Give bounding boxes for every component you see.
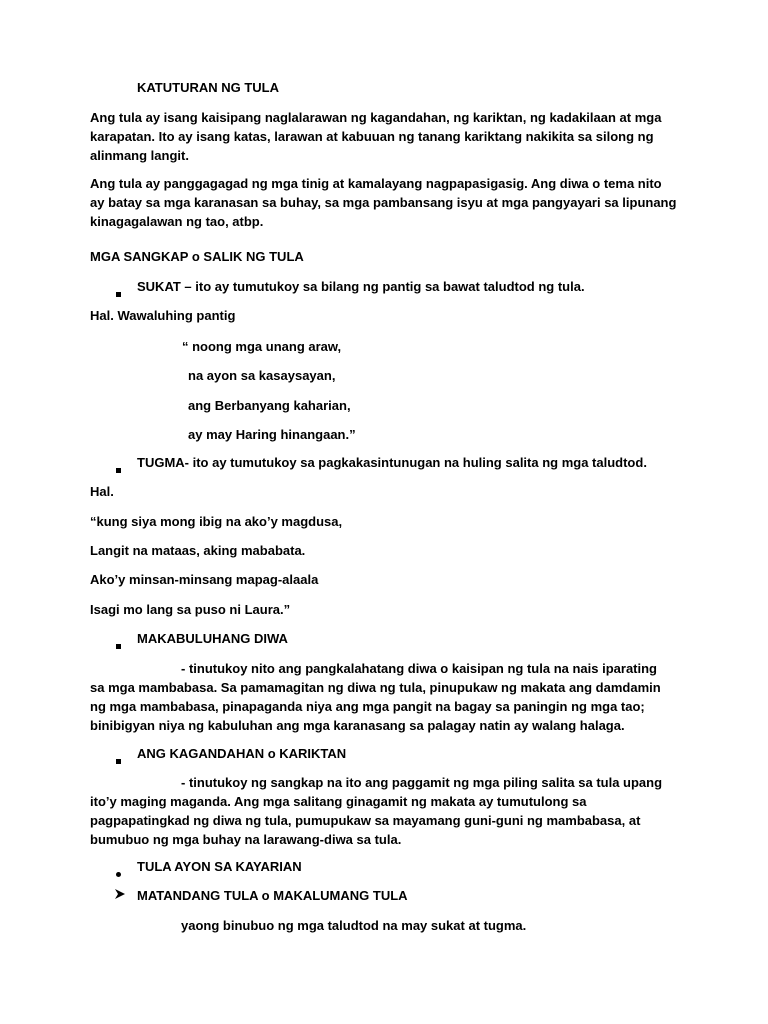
section-heading: MGA SANGKAP o SALIK NG TULA — [90, 249, 304, 264]
square-bullet-icon — [116, 635, 121, 654]
tugma-item: TUGMA- ito ay tumutukoy sa pagkakasintunugan na huling salita ng mga taludtod. — [137, 455, 647, 470]
diwa-text-line-2: sa mga mambabasa. Sa pamamagitan ng diwa ng tula, pinupukaw ng makata ang damdamin — [90, 680, 661, 695]
paragraph-2-line-2: ay batay sa mga karanasan sa buhay, sa mga pambansang isyu at mga pangyayari sa lipunang — [90, 195, 677, 210]
sukat-verse-2: na ayon sa kasaysayan, — [188, 368, 336, 383]
square-bullet-icon — [116, 459, 121, 478]
kagandahan-text-line-3: pagpapatingkad ng diwa ng tula, pumupukaw sa mayamang guni-guni ng mambabasa, at — [90, 813, 641, 828]
sukat-verse-1: “ noong mga unang araw, — [182, 339, 342, 354]
square-bullet-icon — [116, 283, 121, 302]
paragraph-1-line-1: Ang tula ay isang kaisipang naglalarawan ng kagandahan, ng kariktan, ng kadakilaan at mga — [90, 110, 662, 125]
diwa-item: MAKABULUHANG DIWA — [137, 631, 288, 646]
doc-title: KATUTURAN NG TULA — [137, 80, 280, 95]
paragraph-1-line-2: karapatan. Ito ay isang katas, larawan at kabuuan ng tanang kariktang nakikita sa silong ng — [90, 129, 654, 144]
diwa-text-line-3: ng mga mambabasa, pinapaganda niya ang mga pangit na bagay sa paningin ng mga tao; — [90, 699, 645, 714]
tugma-verse-4: Isagi mo lang sa puso ni Laura.” — [90, 602, 291, 617]
tugma-verse-2: Langit na mataas, aking mababata. — [90, 543, 306, 558]
arrow-bullet-icon — [114, 886, 126, 905]
kayarian-item: TULA AYON SA KAYARIAN — [137, 859, 302, 874]
diwa-text-line-1: - tinutukoy nito ang pangkalahatang diwa o kaisipan ng tula na nais iparating — [181, 661, 657, 676]
square-bullet-icon — [116, 750, 121, 769]
sukat-verse-3: ang Berbanyang kaharian, — [188, 398, 351, 413]
tugma-hal: Hal. — [90, 484, 114, 499]
paragraph-1-line-3: alinmang langit. — [90, 148, 189, 163]
round-bullet-icon — [116, 863, 121, 882]
paragraph-2-line-1: Ang tula ay panggagagad ng mga tinig at kamalayang nagpapasigasig. Ang diwa o tema nito — [90, 176, 662, 191]
sukat-item: SUKAT – ito ay tumutukoy sa bilang ng pantig sa bawat taludtod ng tula. — [137, 279, 585, 294]
kagandahan-text-line-4: bumubuo ng mga buhay na larawang-diwa sa tula. — [90, 832, 402, 847]
diwa-text-line-4: binibigyan niya ng kabuluhan ang mga karanasang sa palagay natin ay walang halaga. — [90, 718, 625, 733]
sukat-hal: Hal. Wawaluhing pantig — [90, 308, 236, 323]
kagandahan-text-line-1: - tinutukoy ng sangkap na ito ang paggamit ng mga piling salita sa tula upang — [181, 775, 663, 790]
paragraph-2-line-3: kinagagalawan ng tao, atbp. — [90, 214, 264, 229]
kayarian-text: yaong binubuo ng mga taludtod na may sukat at tugma. — [181, 918, 527, 933]
tugma-verse-3: Ako’y minsan-minsang mapag-alaala — [90, 572, 319, 587]
kayarian-sub-item: MATANDANG TULA o MAKALUMANG TULA — [137, 888, 408, 903]
kagandahan-text-line-2: ito’y maging maganda. Ang mga salitang ginagamit ng makata ay tumutulong sa — [90, 794, 587, 809]
kagandahan-item: ANG KAGANDAHAN o KARIKTAN — [137, 746, 347, 761]
sukat-verse-4: ay may Haring hinangaan.” — [188, 427, 356, 442]
tugma-verse-1: “kung siya mong ibig na ako’y magdusa, — [90, 514, 343, 529]
